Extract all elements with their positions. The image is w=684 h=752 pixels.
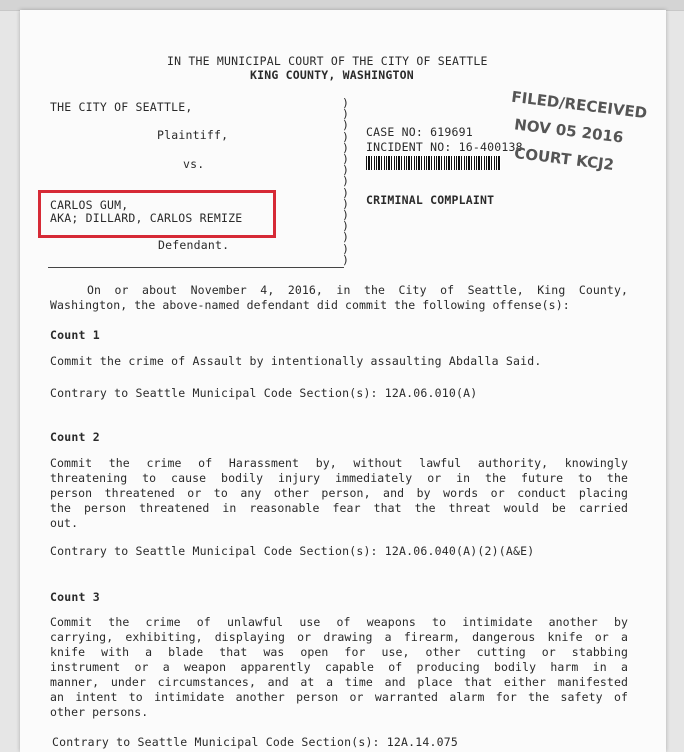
count-3-line: an intent to intimidate another person or warranted alarm for the safety of bbox=[50, 690, 628, 704]
count-2-line: Commit the crime of Harassment by, without lawful authority, knowingly bbox=[50, 456, 628, 470]
caption-divider: ) ) ) ) ) ) ) ) ) ) ) ) ) ) ) bbox=[342, 96, 349, 267]
count-2-heading: Count 2 bbox=[50, 430, 100, 444]
plaintiff-role: Plaintiff, bbox=[157, 128, 229, 142]
document-page bbox=[20, 10, 666, 752]
filed-stamp-date: NOV 05 2016 bbox=[513, 115, 625, 147]
highlight-box bbox=[38, 190, 276, 238]
incident-number: INCIDENT NO: 16-400138 bbox=[366, 140, 523, 154]
count-3-line: instrument or a weapon apparently capable of producing bodily harm in a bbox=[50, 660, 628, 674]
barcode bbox=[366, 156, 501, 170]
intro-line: Washington, the above-named defendant did commit the following offense(s): bbox=[50, 298, 570, 312]
case-number: CASE NO: 619691 bbox=[366, 125, 473, 139]
count-1-text: Commit the crime of Assault by intentionally assaulting Abdalla Said. bbox=[50, 354, 542, 368]
count-2-line: person threatened or to any other person, and by words or conduct placing bbox=[50, 486, 628, 500]
count-2-code: Contrary to Seattle Municipal Code Section(s): 12A.06.040(A)(2)(A&E) bbox=[50, 544, 535, 558]
count-3-line: manner, under circumstances, and at a time and place that either manifested bbox=[50, 675, 628, 689]
count-1-heading: Count 1 bbox=[50, 328, 100, 342]
intro-paragraph bbox=[50, 283, 628, 313]
court-heading: IN THE MUNICIPAL COURT OF THE CITY OF SEATTLE bbox=[167, 54, 488, 68]
defendant-aka: AKA; DILLARD, CARLOS REMIZE bbox=[50, 211, 243, 225]
count-3-line: other persons. bbox=[50, 705, 149, 719]
count-3-line: Commit the crime of unlawful use of weapons to intimidate another by bbox=[50, 615, 628, 629]
intro-line: On or about November 4, 2016, in the City of Seattle, King County, bbox=[87, 283, 628, 297]
count-2-line: the person threatened in reasonable fear that the threat would be carried bbox=[50, 501, 628, 515]
defendant-role: Defendant. bbox=[158, 238, 230, 252]
court-county: KING COUNTY, WASHINGTON bbox=[250, 68, 414, 82]
plaintiff-name: THE CITY OF SEATTLE, bbox=[50, 100, 193, 114]
count-2-line: out. bbox=[50, 516, 79, 530]
count-2-line: threatening to cause bodily injury immediately or in the future to the bbox=[50, 471, 628, 485]
filed-stamp-court: COURT KCJ2 bbox=[513, 143, 615, 175]
count-3-line: carrying, exhibiting, displaying or drawing a firearm, dangerous knife or a bbox=[50, 630, 628, 644]
filed-stamp-line1: FILED/RECEIVED bbox=[510, 87, 649, 123]
defendant-name: CARLOS GUM, bbox=[50, 198, 129, 212]
count-2-text bbox=[50, 456, 628, 531]
count-3-text bbox=[50, 615, 628, 720]
count-3-code: Contrary to Seattle Municipal Code Section(s): 12A.14.075 bbox=[52, 735, 459, 749]
versus: vs. bbox=[183, 157, 205, 171]
count-1-code: Contrary to Seattle Municipal Code Section(s): 12A.06.010(A) bbox=[50, 386, 478, 400]
caption-underline bbox=[48, 267, 344, 268]
count-3-heading: Count 3 bbox=[50, 590, 100, 604]
document-title: CRIMINAL COMPLAINT bbox=[366, 193, 495, 207]
count-3-line: knife with a blade that was open for use, other cutting or stabbing bbox=[50, 645, 628, 659]
